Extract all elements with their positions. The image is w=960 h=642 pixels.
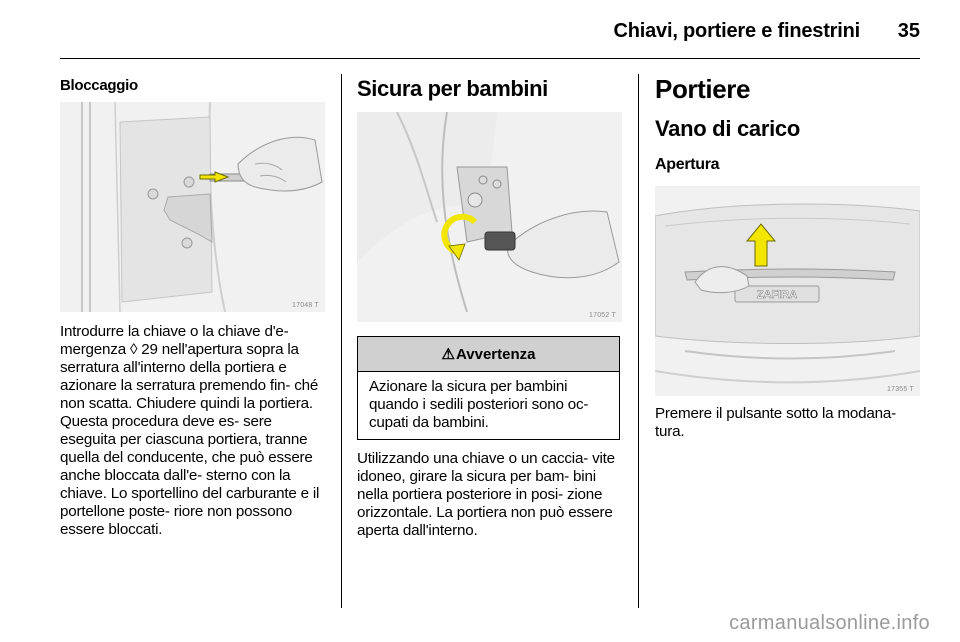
paragraph-sicura: Utilizzando una chiave o un caccia- vite idoneo, girare la sicura per bam- bini nella portiera posteriore in posi- zione orizzontale. La portiera non può essere aperta dall'interno. xyxy=(357,450,615,539)
figure-door-lock xyxy=(60,102,325,312)
warning-header xyxy=(358,337,619,372)
page-number: 35 xyxy=(897,20,920,42)
warning-title: Avvertenza xyxy=(455,345,536,363)
paragraph-apertura: Premere il pulsante sotto la modana- tura. xyxy=(655,405,896,440)
paragraph-bloccaggio: Introdurre la chiave o la chiave d'e- mergenza ◊ 29 nell'apertura sopra la serratura all'interno della portiera e azionare la serratura premendo fin- ché non scatta. Chiudere quindi la portiera. Questa procedura deve es- sere eseguita per ciascuna portiera, tranne quella del conducente, che può essere anche bloccata dall'e- sterno con la chiave. Lo sportellino del carburante e il portellone poste- riore non possono essere bloccati. xyxy=(60,323,320,538)
figure-code: 17355 T xyxy=(887,386,914,393)
running-header-title: Chiavi, portiere e finestrini xyxy=(613,20,860,42)
warning-triangle-icon: ⚠ xyxy=(441,346,455,363)
column-divider-2 xyxy=(638,74,639,608)
subsubheading-apertura: Apertura xyxy=(655,156,720,173)
subheading-vano-di-carico: Vano di carico xyxy=(655,116,800,141)
figure-code: 17052 T xyxy=(589,312,616,319)
section-heading-portiere: Portiere xyxy=(655,74,751,104)
section-heading-sicura: Sicura per bambini xyxy=(357,76,548,101)
warning-text: Azionare la sicura per bambini quando i sedili posteriori sono oc- cupati da bambini. xyxy=(369,378,589,431)
tailgate-badge: ZAFIRA xyxy=(756,289,798,301)
figure-child-lock xyxy=(357,112,622,322)
header-divider xyxy=(60,58,920,59)
column-divider-1 xyxy=(341,74,342,608)
warning-box xyxy=(357,336,620,440)
figure-code: 17048 T xyxy=(292,302,319,309)
figure-tailgate xyxy=(655,186,920,396)
section-heading-bloccaggio: Bloccaggio xyxy=(60,77,138,94)
watermark: carmanualsonline.info xyxy=(729,612,930,634)
